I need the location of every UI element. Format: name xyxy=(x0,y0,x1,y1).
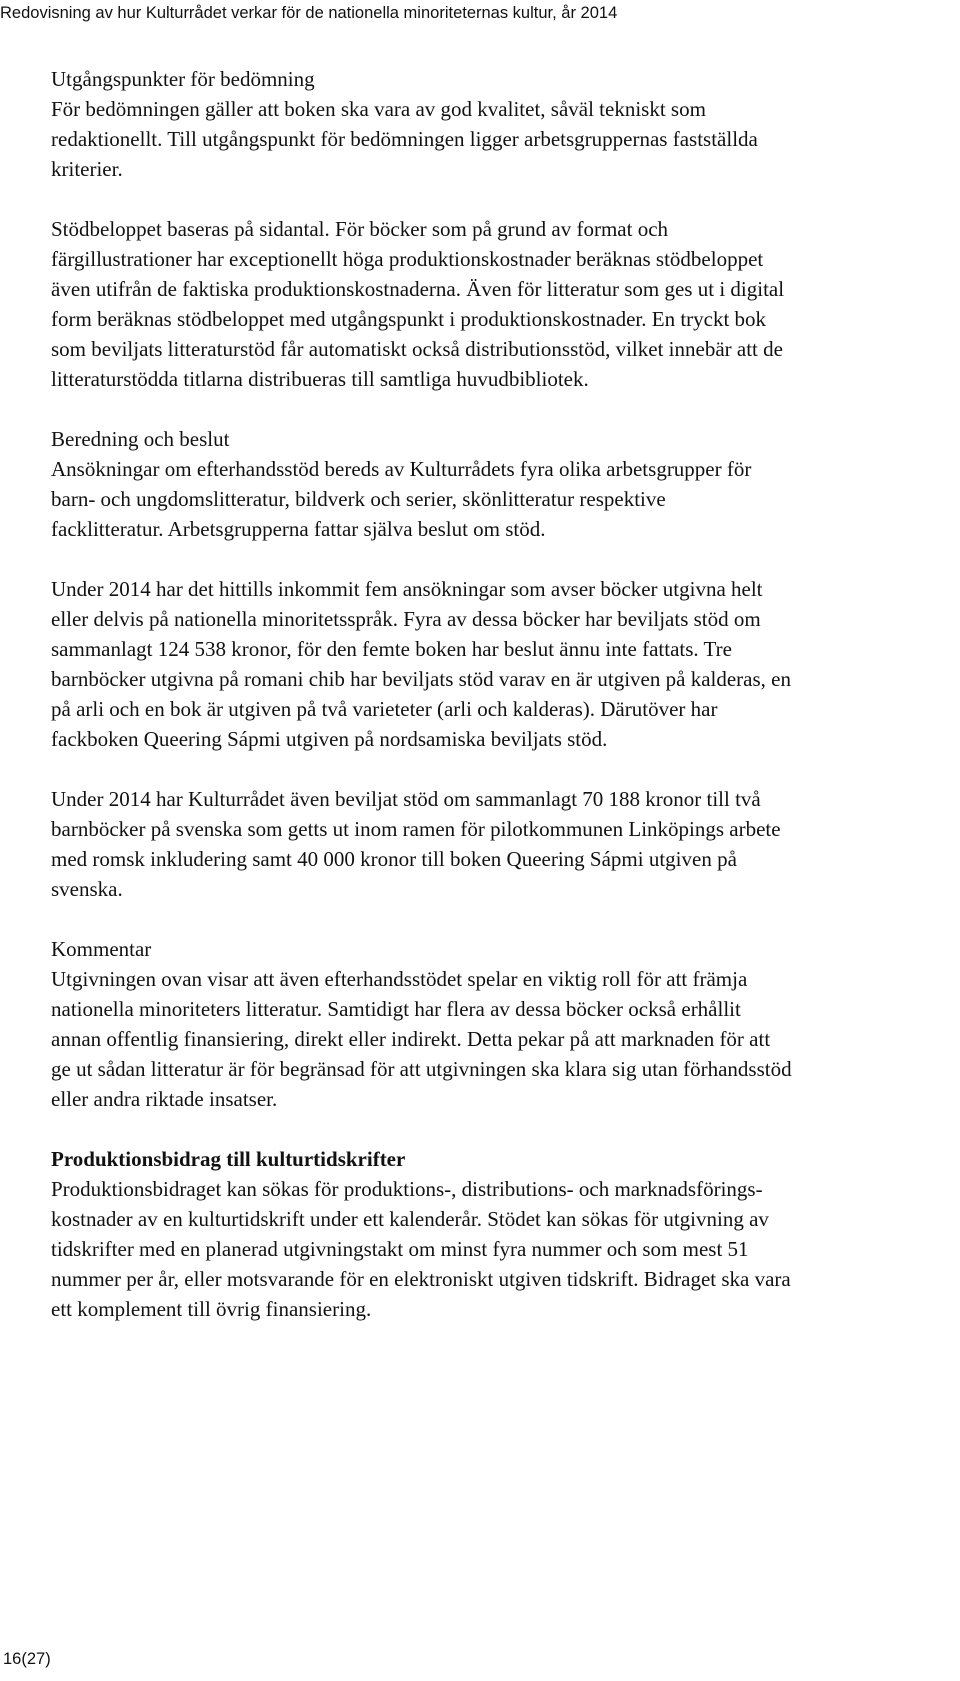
paragraph-line: Under 2014 har Kulturrådet även beviljat stöd om sammanlagt 70 188 kronor till två xyxy=(51,787,761,811)
section-heading: Kommentar xyxy=(51,937,152,961)
paragraph-line: sammanlagt 124 538 kronor, för den femte boken har beslut ännu inte fattats. Tre xyxy=(51,637,732,661)
paragraph-line: kostnader av en kulturtidskrift under ett kalenderår. Stödet kan sökas för utgivning av xyxy=(51,1207,769,1231)
paragraph-line: annan offentlig finansiering, direkt eller indirekt. Detta pekar på att marknaden för att xyxy=(51,1027,771,1051)
section-kulturradet-stod xyxy=(51,784,956,904)
paragraph-line: Ansökningar om efterhandsstöd bereds av Kulturrådets fyra olika arbetsgrupper för xyxy=(51,457,752,481)
section-ansokningar-2014 xyxy=(51,574,956,754)
paragraph-line: färgillustrationer har exceptionellt höga produktionskostnader beräknas stödbeloppet xyxy=(51,247,764,271)
paragraph-line: Under 2014 har det hittills inkommit fem ansökningar som avser böcker utgivna helt xyxy=(51,577,763,601)
section-heading-bold: Produktionsbidrag till kulturtidskrifter xyxy=(51,1147,406,1171)
paragraph-line: som beviljats litteraturstöd får automatiskt också distributionsstöd, vilket innebär att de xyxy=(51,337,783,361)
paragraph-line: tidskrifter med en planerad utgivningstakt om minst fyra nummer och som mest 51 xyxy=(51,1237,749,1261)
paragraph-line: fackboken Queering Sápmi utgiven på nordsamiska beviljats stöd. xyxy=(51,727,608,751)
section-heading: Utgångspunkter för bedömning xyxy=(51,67,315,91)
paragraph-line: svenska. xyxy=(51,877,123,901)
paragraph-line: För bedömningen gäller att boken ska vara av god kvalitet, såväl tekniskt som xyxy=(51,97,706,121)
section-heading: Beredning och beslut xyxy=(51,427,230,451)
page-number: 16(27) xyxy=(3,1650,51,1668)
paragraph-line: eller andra riktade insatser. xyxy=(51,1087,278,1111)
paragraph-line: ge ut sådan litteratur är för begränsad för att utgivningen ska klara sig utan förhandsstöd xyxy=(51,1057,792,1081)
paragraph-line: Utgivningen ovan visar att även efterhandsstödet spelar en viktig roll för att främja xyxy=(51,967,748,991)
paragraph-line: eller delvis på nationella minoritetsspråk. Fyra av dessa böcker har beviljats stöd om xyxy=(51,607,761,631)
paragraph-line: barn- och ungdomslitteratur, bildverk och serier, skönlitteratur respektive xyxy=(51,487,666,511)
paragraph-line: på arli och en bok är utgiven på två varieteter (arli och kalderas). Därutöver har xyxy=(51,697,718,721)
document-body xyxy=(51,64,956,1354)
paragraph-line: facklitteratur. Arbetsgrupperna fattar själva beslut om stöd. xyxy=(51,517,546,541)
paragraph-line: nummer per år, eller motsvarande för en elektroniskt utgiven tidskrift. Bidraget ska vara xyxy=(51,1267,791,1291)
paragraph-line: form beräknas stödbeloppet med utgångspunkt i produktionskostnader. En tryckt bok xyxy=(51,307,767,331)
paragraph-line: barnböcker utgivna på romani chib har beviljats stöd varav en är utgiven på kalderas, en xyxy=(51,667,791,691)
section-utgangspunkter xyxy=(51,64,956,184)
running-header: Redovisning av hur Kulturrådet verkar för de nationella minoriteternas kultur, år 2014 xyxy=(0,4,618,22)
section-beredning xyxy=(51,424,956,544)
section-kommentar xyxy=(51,934,956,1114)
paragraph-line: nationella minoriteters litteratur. Samtidigt har flera av dessa böcker också erhållit xyxy=(51,997,741,1021)
paragraph-line: även utifrån de faktiska produktionskostnaderna. Även för litteratur som ges ut i digital xyxy=(51,277,785,301)
paragraph-line: litteraturstödda titlarna distribueras till samtliga huvudbibliotek. xyxy=(51,367,589,391)
paragraph-line: kriterier. xyxy=(51,157,123,181)
paragraph-line: redaktionellt. Till utgångspunkt för bedömningen ligger arbetsgruppernas fastställda xyxy=(51,127,758,151)
paragraph-line: ett komplement till övrig finansiering. xyxy=(51,1297,372,1321)
paragraph-line: barnböcker på svenska som getts ut inom ramen för pilotkommunen Linköpings arbete xyxy=(51,817,781,841)
paragraph-line: Produktionsbidraget kan sökas för produktions-, distributions- och marknadsförings- xyxy=(51,1177,763,1201)
section-produktionsbidrag xyxy=(51,1144,956,1324)
paragraph-line: Stödbeloppet baseras på sidantal. För böcker som på grund av format och xyxy=(51,217,669,241)
paragraph-line: med romsk inkludering samt 40 000 kronor till boken Queering Sápmi utgiven på xyxy=(51,847,737,871)
section-stodbelopp xyxy=(51,214,956,394)
